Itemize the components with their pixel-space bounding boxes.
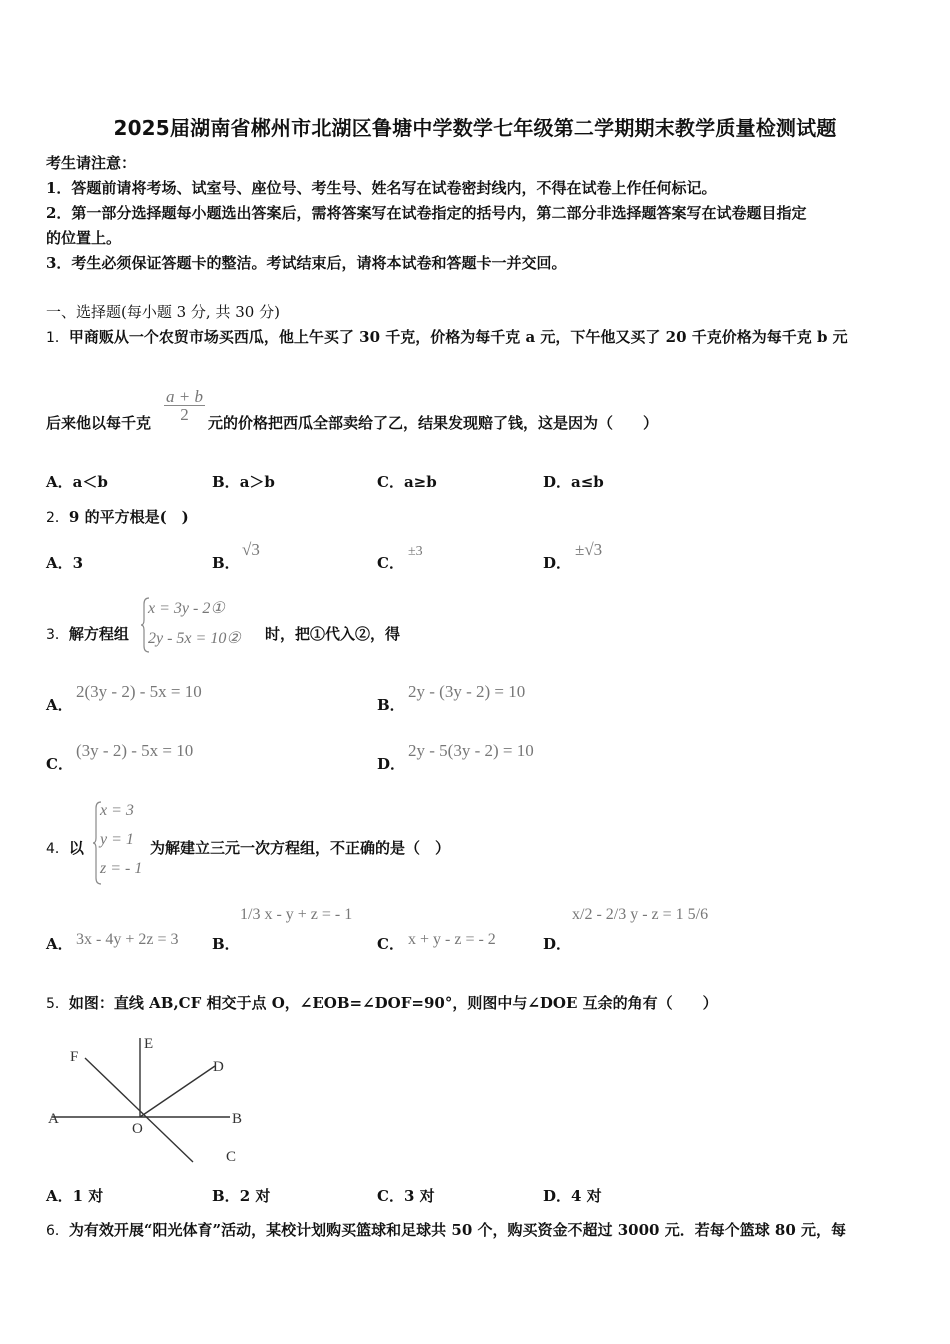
equation-2: y = 1 [100,831,134,848]
q5-option-d[interactable]: D．4 对 [543,1187,602,1205]
question-1-line-1: 甲商贩从一个农贸市场买西瓜，他上午买了 30 千克，价格为每千克 a 元，下午他又买了 20 千克价格为每千克 b 元 [68,328,848,346]
q3-option-c-math: (3y - 2) - 5x = 10 [76,741,194,760]
label-o: O [132,1121,143,1137]
q4-option-c[interactable]: C． [377,935,404,953]
label-e: E [144,1036,154,1052]
q4-option-a[interactable]: A． [46,935,73,953]
question-3-text-b: 时，把①代入②，得 [265,625,401,643]
q3-option-a-math: 2(3y - 2) - 5x = 10 [76,682,202,701]
question-number: 2． [46,510,69,526]
section-heading: 一、选择题(每小题 3 分, 共 30 分) [46,303,280,321]
page-title: 2025届湖南省郴州市北湖区鲁塘中学数学七年级第二学期期末教学质量检测试题 [113,116,837,140]
q3-option-d[interactable]: D． [377,755,406,773]
q1-option-c[interactable]: C．a≥b [377,473,437,491]
notice-item-2: 2．第一部分选择题每小题选出答案后，需将答案写在试卷指定的括号内，第二部分非选择题答案写在试卷题目指定 [46,204,807,222]
q5-option-a[interactable]: A．1 对 [46,1187,104,1205]
equation-3: z = - 1 [100,860,143,877]
q4-option-a-math: 3x - 4y + 2z = 3 [76,931,179,948]
equation-system-q3 [140,596,270,654]
q3-option-a[interactable]: A． [46,696,73,714]
question-6-text: 为有效开展“阳光体育”活动，某校计划购买篮球和足球共 50 个，购买资金不超过 3000 元．若每个篮球 80 元，每 [68,1221,847,1239]
equation-1: x = 3y - 2① [148,600,225,617]
question-number: 4． [46,841,69,857]
fraction-a-plus-b-over-2 [164,388,205,423]
q2-option-a[interactable]: A．3 [46,554,84,572]
label-c: C [226,1149,237,1165]
q3-option-c[interactable]: C． [46,755,73,773]
geometry-figure [40,1030,270,1170]
question-number: 1． [46,330,69,346]
q3-option-b-math: 2y - (3y - 2) = 10 [408,682,526,701]
q3-option-b[interactable]: B． [377,696,405,714]
question-5 [46,992,718,1015]
notice-item-1: 1．答题前请将考场、试室号、座位号、考生号、姓名写在试卷密封线内，不得在试卷上作任何标记。 [46,179,717,197]
q4-option-b-math: 1/3 x - y + z = - 1 [240,906,353,923]
question-6 [46,1219,846,1242]
question-5-text: 如图：直线 AB,CF 相交于点 O，∠EOB=∠DOF=90°，则图中与∠DOE 互余的角有（ ） [68,994,718,1012]
equation-system-q4 [92,800,152,886]
q2-option-d[interactable]: D． [543,554,572,572]
q1-option-b[interactable]: B．a＞b [212,473,275,491]
q1-option-d[interactable]: D．a≤b [543,473,604,491]
question-number: 3． [46,627,69,643]
q1-option-a[interactable]: A．a＜b [46,473,108,491]
question-2 [46,506,189,529]
label-a: A [48,1111,59,1127]
q2-option-b-math: √3 [242,540,260,559]
label-d: D [213,1059,224,1075]
label-b: B [232,1111,243,1127]
ray-od [140,1066,215,1117]
q4-option-d-math: x/2 - 2/3 y - z = 1 5/6 [572,906,709,923]
notice-heading: 考生请注意： [46,154,137,172]
notice-item-3: 3．考生必须保证答题卡的整洁。考试结束后，请将本试卷和答题卡一并交回。 [46,254,567,272]
q2-option-b[interactable]: B． [212,554,240,572]
line-cf [85,1058,193,1162]
notice-item-2-cont: 的位置上。 [46,229,122,247]
q5-option-b[interactable]: B．2 对 [212,1187,271,1205]
q4-option-b[interactable]: B． [212,935,240,953]
label-f: F [70,1049,79,1065]
question-1-line-2b: 元的价格把西瓜全部卖给了乙，结果发现赔了钱，这是因为（ ） [208,414,659,432]
question-1-line-2a: 后来他以每千克 [46,414,152,432]
q2-option-d-math: ±√3 [575,540,603,559]
q3-option-d-math: 2y - 5(3y - 2) = 10 [408,741,534,760]
q4-option-d[interactable]: D． [543,935,572,953]
question-4-text-a: 以 [68,839,84,857]
equation-1: x = 3 [100,802,134,819]
q4-option-c-math: x + y - z = - 2 [408,931,496,948]
q2-option-c[interactable]: C． [377,554,404,572]
question-1 [46,326,848,349]
q5-option-c[interactable]: C．3 对 [377,1187,435,1205]
fraction-numerator: a + b [166,387,203,406]
question-number: 6． [46,1223,69,1239]
fraction-denominator: 2 [180,405,189,424]
question-3 [46,623,129,646]
question-4 [46,837,84,860]
question-3-text-a: 解方程组 [68,625,129,643]
equation-2: 2y - 5x = 10② [148,630,241,647]
question-number: 5． [46,996,69,1012]
question-2-text: 9 的平方根是( ) [68,508,189,526]
q2-option-c-math: ±3 [408,544,423,559]
question-4-text-b: 为解建立三元一次方程组，不正确的是（ ） [150,839,451,857]
